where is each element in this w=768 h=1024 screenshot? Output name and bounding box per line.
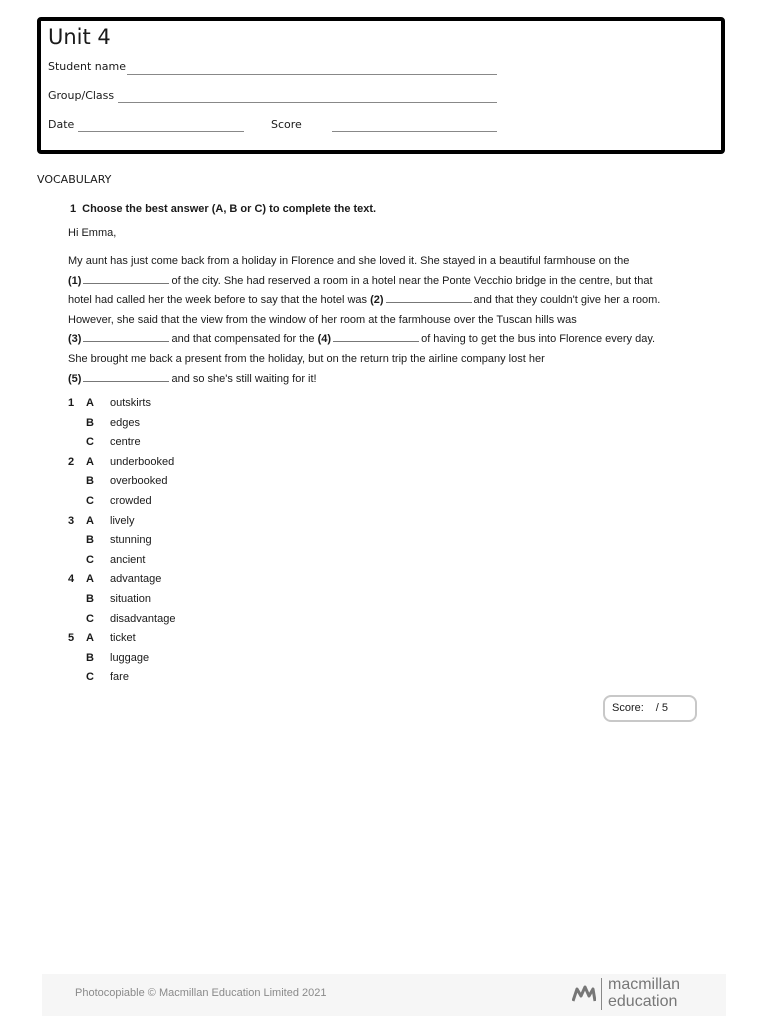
student-name-label: Student name <box>48 60 126 73</box>
text-line: She brought me back a present from the holiday, but on the return trip the airline company lost her <box>68 352 545 365</box>
option-row[interactable] <box>68 492 268 512</box>
student-name-field[interactable] <box>127 74 497 75</box>
option-word: overbooked <box>110 475 168 488</box>
gap-number: (2) <box>370 294 384 307</box>
score-label: Score <box>271 118 302 131</box>
option-row[interactable] <box>68 512 268 532</box>
option-word: situation <box>110 592 151 605</box>
answer-blank[interactable] <box>386 291 472 303</box>
logo-text-line2: education <box>608 993 678 1010</box>
option-letter: B <box>86 475 94 488</box>
option-letter: A <box>86 455 94 468</box>
gap-number: (3) <box>68 333 82 346</box>
option-row[interactable] <box>68 433 268 453</box>
option-row[interactable] <box>68 472 268 492</box>
option-word: ticket <box>110 632 136 645</box>
text-line: of having to get the bus into Florence every day. <box>421 333 656 346</box>
date-field[interactable] <box>78 131 244 132</box>
gap-fill-text <box>68 252 708 389</box>
exercise-instruction <box>70 203 376 215</box>
option-letter: B <box>86 651 94 664</box>
logo-text-line1: macmillan <box>608 976 681 993</box>
option-word: outskirts <box>110 397 151 409</box>
option-row[interactable] <box>68 414 268 434</box>
exercise-number: 1 <box>70 203 77 215</box>
option-row[interactable] <box>68 649 268 669</box>
option-word: crowded <box>110 494 152 507</box>
option-letter: B <box>86 534 94 547</box>
answer-blank[interactable] <box>83 272 169 284</box>
answer-options <box>68 394 268 688</box>
option-word: centre <box>110 436 141 449</box>
option-row[interactable] <box>68 531 268 551</box>
option-letter: A <box>86 632 94 645</box>
answer-blank[interactable] <box>83 370 169 382</box>
answer-blank[interactable] <box>83 330 169 342</box>
option-letter: C <box>86 553 94 566</box>
instruction-text: Choose the best answer (A, B or C) to complete the text. <box>82 203 377 215</box>
question-number: 4 <box>68 573 75 586</box>
section-title: VOCABULARY <box>37 173 112 186</box>
option-letter: C <box>86 612 94 625</box>
gap-number: (4) <box>317 333 332 346</box>
text-line: However, she said that the view from the window of her room at the farmhouse over the Tuscan hills was <box>68 313 577 326</box>
option-word: luggage <box>110 651 150 664</box>
text-line: My aunt has just come back from a holiday in Florence and she loved it. She stayed in a beautiful farmhouse on the <box>68 255 630 267</box>
option-word: disadvantage <box>110 612 176 625</box>
text-line: and so she's still waiting for it! <box>171 372 317 385</box>
text-line: hotel had called her the week before to say that the hotel was <box>68 294 368 307</box>
option-row[interactable] <box>68 668 268 688</box>
option-letter: C <box>86 494 94 507</box>
option-letter: B <box>86 592 94 605</box>
letter-greeting: Hi Emma, <box>68 227 117 239</box>
option-letter: C <box>86 436 94 449</box>
option-row[interactable] <box>68 610 268 630</box>
footer <box>42 974 726 1016</box>
option-letter: A <box>86 397 94 409</box>
option-word: underbooked <box>110 455 175 468</box>
option-row[interactable] <box>68 453 268 473</box>
question-number: 3 <box>68 514 75 527</box>
option-row[interactable] <box>68 394 268 414</box>
group-class-field[interactable] <box>118 102 497 103</box>
option-word: ancient <box>110 553 146 566</box>
question-number: 2 <box>68 455 75 468</box>
option-letter: B <box>86 416 94 429</box>
option-word: fare <box>110 671 129 684</box>
option-row[interactable] <box>68 570 268 590</box>
option-letter: C <box>86 671 94 684</box>
question-number: 1 <box>68 397 75 409</box>
text-line: and that they couldn't give her a room. <box>473 294 661 307</box>
question-number: 5 <box>68 632 75 645</box>
unit-title: Unit 4 <box>48 25 111 49</box>
option-word: lively <box>110 514 135 527</box>
option-word: advantage <box>110 573 162 586</box>
option-word: edges <box>110 416 140 429</box>
gap-number: (1) <box>68 274 82 287</box>
student-info-box <box>37 17 725 154</box>
option-row[interactable] <box>68 551 268 571</box>
option-letter: A <box>86 573 94 586</box>
score-box-label: Score: <box>612 702 644 714</box>
macmillan-logo-icon <box>572 984 596 1002</box>
logo-divider <box>601 978 602 1010</box>
option-letter: A <box>86 514 94 527</box>
copyright-text: Photocopiable © Macmillan Education Limited 2021 <box>75 987 327 999</box>
option-row[interactable] <box>68 629 268 649</box>
option-row[interactable] <box>68 590 268 610</box>
gap-number: (5) <box>68 372 82 385</box>
date-label: Date <box>48 118 75 131</box>
exercise-score-box <box>603 695 697 722</box>
score-field[interactable] <box>332 131 497 132</box>
answer-blank[interactable] <box>333 330 419 342</box>
text-line: and that compensated for the <box>171 333 315 346</box>
text-line: of the city. She had reserved a room in a hotel near the Ponte Vecchio bridge in the centre, but that <box>171 274 653 287</box>
score-out-of: / 5 <box>655 702 669 714</box>
option-word: stunning <box>110 534 152 547</box>
group-class-label: Group/Class <box>48 89 115 102</box>
